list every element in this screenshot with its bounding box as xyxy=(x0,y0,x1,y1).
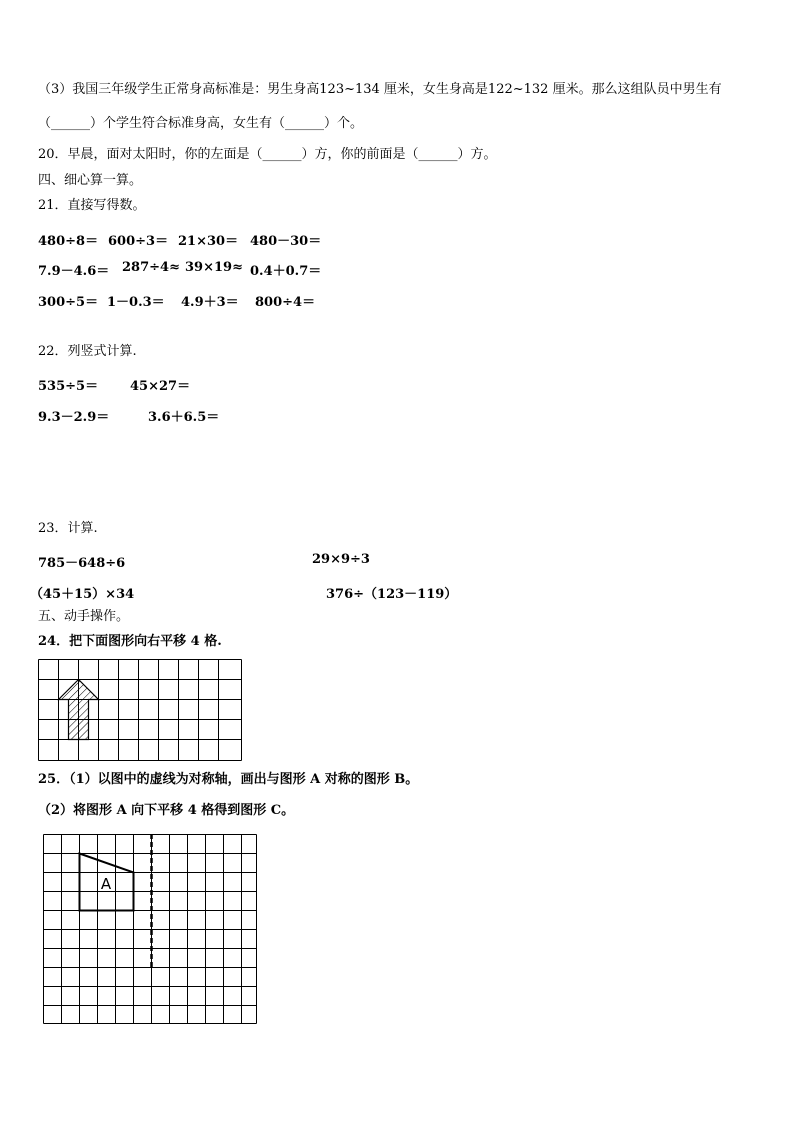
q21-item: 480÷8＝ xyxy=(38,234,99,249)
q19-part3-line1: （3）我国三年级学生正常身高标准是：男生身高123~134 厘米，女生身高是122~132 厘米。那么这组队员中男生有 xyxy=(38,82,722,97)
q21-item: 600÷3＝ xyxy=(108,234,169,249)
q22-row-2 xyxy=(38,406,338,425)
q21-item: 287÷4≈ xyxy=(122,260,180,275)
q24-grid xyxy=(38,659,243,762)
q22-item: 45×27＝ xyxy=(130,379,191,394)
q23-item: （45＋15）×34 xyxy=(30,587,135,602)
q21-item: 39×19≈ xyxy=(185,260,243,275)
q21-row-2 xyxy=(38,260,438,279)
q22-title: 22．列竖式计算. xyxy=(38,344,137,359)
q25-grid xyxy=(43,834,258,1025)
q23-item: 29×9÷3 xyxy=(312,552,370,567)
q21-item: 800÷4＝ xyxy=(255,295,316,310)
section5-heading: 五、动手操作。 xyxy=(38,609,130,624)
q25-part2: （2）将图形 A 向下平移 4 格得到图形 C。 xyxy=(38,803,295,818)
q23-row-2 xyxy=(30,583,550,602)
q21-title: 21．直接写得数。 xyxy=(38,198,146,213)
q21-item: 1－0.3＝ xyxy=(107,295,165,310)
q21-item: 4.9＋3＝ xyxy=(181,295,239,310)
q21-row-3 xyxy=(38,291,438,310)
q22-row-1 xyxy=(38,375,338,394)
section4-heading: 四、细心算一算。 xyxy=(38,173,143,188)
q22-item: 535÷5＝ xyxy=(38,379,99,394)
q23-row-1 xyxy=(38,552,538,571)
q21-item: 7.9－4.6＝ xyxy=(38,264,110,279)
q22-item: 3.6＋6.5＝ xyxy=(148,410,220,425)
q23-item: 376÷（123－119） xyxy=(326,587,458,602)
q20-text: 20．早晨，面对太阳时，你的左面是（______）方，你的前面是（______）方。 xyxy=(38,147,497,162)
q21-item: 0.4＋0.7＝ xyxy=(250,264,322,279)
q23-item: 785－648÷6 xyxy=(38,556,126,571)
q21-row-1 xyxy=(38,230,438,249)
q24-title: 24．把下面图形向右平移 4 格. xyxy=(38,634,222,649)
q25-shape-a-label: A xyxy=(100,875,112,893)
q25-part1: 25．（1）以图中的虚线为对称轴，画出与图形 A 对称的图形 B。 xyxy=(38,772,419,787)
q21-item: 300÷5＝ xyxy=(38,295,99,310)
q21-item: 480－30＝ xyxy=(250,234,322,249)
q25-grid-lines xyxy=(44,835,257,1024)
q19-part3-line2: （______）个学生符合标准身高，女生有（______）个。 xyxy=(38,116,364,131)
q21-item: 21×30＝ xyxy=(178,234,239,249)
q22-item: 9.3－2.9＝ xyxy=(38,410,110,425)
q23-title: 23．计算. xyxy=(38,521,98,536)
